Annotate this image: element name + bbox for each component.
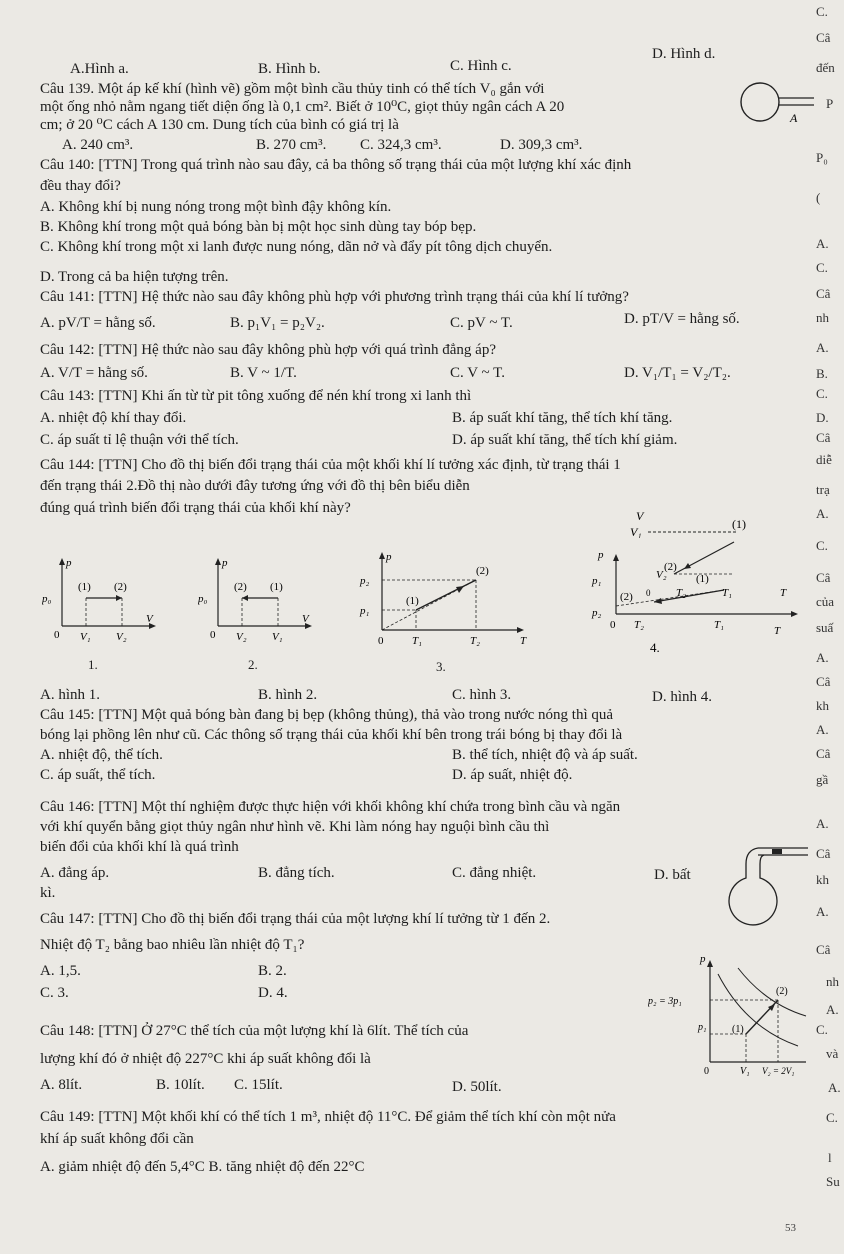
q144-reference-graph	[608, 508, 768, 538]
ref-v-axis: V	[636, 509, 644, 523]
q141-d: D. pT/V = hằng số.	[624, 311, 740, 327]
g3-state-1: (1)	[406, 595, 419, 607]
margin-24: kh	[816, 698, 829, 713]
q142-b: B. V ~ 1/T.	[230, 365, 297, 381]
margin-38: C.	[826, 1110, 838, 1125]
g4-p: p	[598, 549, 604, 561]
g4-t2b: T₂	[634, 619, 644, 631]
g3-t1: T₁	[412, 635, 422, 647]
q144-graph-1	[42, 556, 172, 650]
g2-state-2: (2)	[234, 581, 247, 593]
q144-b: B. hình 2.	[258, 687, 318, 703]
q142-line1: Câu 142: [TTN] Hệ thức nào sau đây không phù hợp với quá trình đẳng áp?	[40, 342, 496, 358]
q147-origin: 0	[704, 1066, 709, 1077]
g2-v2: V₂	[236, 631, 247, 643]
opt-a: A.Hình a.	[70, 61, 129, 77]
q147-p1: p₁	[698, 1022, 707, 1033]
g4-state-2b: (2)	[620, 591, 633, 603]
margin-1: Câ	[816, 30, 831, 45]
g1-state-1: (1)	[78, 581, 91, 593]
q141-line1: Câu 141: [TTN] Hệ thức nào sau đây không phù hợp với phương trình trạng thái của khí lí tưởng?	[40, 289, 629, 305]
g4-caption: 4.	[650, 640, 660, 655]
margin-12: C.	[816, 386, 828, 401]
q147-d: D. 4.	[258, 985, 288, 1001]
g1-v1: V₁	[80, 631, 91, 643]
q139-line2: một ống nhỏ nằm ngang tiết diện ống là 0,1 cm². Biết ở 10⁰C, giọt thủy ngân cách A 20	[40, 99, 565, 115]
q149-line2: khí áp suất không đổi cần	[40, 1131, 194, 1147]
q147-state-1: (1)	[732, 1024, 744, 1035]
margin-31: A.	[816, 904, 829, 919]
q145-b: B. thể tích, nhiệt độ và áp suất.	[452, 747, 638, 763]
manometer-figure	[738, 72, 814, 132]
g4-state-2a: (2)	[664, 561, 677, 573]
margin-15: diễ	[816, 452, 832, 467]
g4-p2: p₂	[592, 607, 602, 619]
margin-25: A.	[816, 722, 829, 737]
margin-32: Câ	[816, 942, 831, 957]
q144-graph-4	[584, 540, 816, 660]
opt-b: B. Hình b.	[258, 61, 321, 77]
margin-6: A.	[816, 236, 829, 251]
q139-line1: Câu 139. Một áp kế khí (hình vẽ) gồm một bình cầu thủy tinh có thể tích V₀ gắn với	[40, 81, 545, 97]
q144-graph-2	[198, 556, 328, 650]
g1-v2: V₂	[116, 631, 127, 643]
margin-39: l	[828, 1150, 832, 1165]
q141-c: C. pV ~ T.	[450, 315, 513, 331]
q146-line2: với khí quyển bằng giọt thủy ngân như hình vẽ. Khi làm nóng hay nguội bình cầu thì	[40, 819, 550, 835]
q140-b: B. Không khí trong một quả bóng bàn bị một học sinh dùng tay bóp bẹp.	[40, 219, 477, 235]
margin-40: Su	[826, 1174, 840, 1189]
margin-10: A.	[816, 340, 829, 355]
margin-23: Câ	[816, 674, 831, 689]
label-a: A	[790, 111, 798, 125]
margin-26: Câ	[816, 746, 831, 761]
q146-d: D. bất	[654, 867, 691, 883]
q140-d: D. Trong cả ba hiện tượng trên.	[40, 269, 229, 285]
page-number: 53	[785, 1222, 796, 1234]
q140-line1: Câu 140: [TTN] Trong quá trình nào sau đây, cả ba thông số trạng thái của một lượng khí xác định	[40, 157, 632, 173]
margin-4: P₀	[816, 150, 828, 165]
g3-caption: 3.	[436, 659, 446, 674]
g1-p: p	[66, 557, 72, 569]
margin-9: nh	[816, 310, 829, 325]
margin-3: P	[826, 96, 834, 111]
q147-state-2: (2)	[776, 986, 788, 997]
q140-line2: đều thay đổi?	[40, 178, 121, 194]
q143-c: C. áp suất tỉ lệ thuận với thể tích.	[40, 432, 239, 448]
g4-state-1: (1)	[696, 573, 709, 585]
g2-state-1: (1)	[270, 581, 283, 593]
g4-v2: V₂	[656, 569, 667, 581]
g3-p1: p₁	[360, 605, 370, 617]
margin-11: B.	[816, 366, 828, 381]
margin-8: Câ	[816, 286, 831, 301]
q143-line1: Câu 143: [TTN] Khi ấn từ từ pit tông xuống để nén khí trong xi lanh thì	[40, 388, 472, 404]
q148-line1: Câu 148: [TTN] Ở 27°C thể tích của một lượng khí là 6lít. Thể tích của	[40, 1023, 469, 1039]
q147-v1: V₁	[740, 1066, 750, 1077]
q143-b: B. áp suất khí tăng, thể tích khí tăng.	[452, 410, 673, 426]
q149-ab: A. giảm nhiệt độ đến 5,4°C B. tăng nhiệt độ đến 22°C	[40, 1159, 365, 1175]
g4-origin-b: 0	[610, 619, 616, 631]
q147-line2: Nhiệt độ T₂ bằng bao nhiêu lần nhiệt độ T₁?	[40, 937, 305, 953]
g3-t: T	[520, 635, 527, 647]
ref-state-1: (1)	[732, 517, 746, 531]
q148-c: C. 15lít.	[234, 1077, 283, 1093]
margin-33: nh	[826, 974, 839, 989]
g4-t2: T₂	[676, 587, 686, 599]
flask-figure	[728, 838, 812, 926]
margin-20: của	[816, 594, 835, 609]
g3-t2: T₂	[470, 635, 480, 647]
q139-d: D. 309,3 cm³.	[500, 137, 583, 153]
q144-line3: đúng quá trình biến đổi trạng thái của khối khí này?	[40, 500, 351, 516]
q147-p2: p₂ = 3p₁	[648, 996, 682, 1007]
g4-p1: p₁	[592, 575, 602, 587]
q145-a: A. nhiệt độ, thể tích.	[40, 747, 163, 763]
margin-14: Câ	[816, 430, 831, 445]
margin-17: A.	[816, 506, 829, 521]
q147-a: A. 1,5.	[40, 963, 81, 979]
g1-state-2: (2)	[114, 581, 127, 593]
q147-p: p	[700, 953, 706, 965]
g1-origin: 0	[54, 629, 60, 641]
g2-origin: 0	[210, 629, 216, 641]
q139-a: A. 240 cm³.	[62, 137, 134, 153]
margin-16: trạ	[816, 482, 830, 497]
q149-line1: Câu 149: [TTN] Một khối khí có thể tích 1 m³, nhiệt độ 11°C. Để giảm thể tích khí còn một nửa	[40, 1109, 616, 1125]
opt-c: C. Hình c.	[450, 58, 512, 74]
margin-13: D.	[816, 410, 829, 425]
g1-v: V	[146, 613, 153, 625]
q146-line3: biến đổi của khối khí là quá trình	[40, 839, 239, 855]
q148-b: B. 10lít.	[156, 1077, 205, 1093]
q145-line1: Câu 145: [TTN] Một quả bóng bàn đang bị bẹp (không thủng), thả vào trong nước nóng thì quả	[40, 707, 614, 723]
q141-a: A. pV/T = hằng số.	[40, 315, 156, 331]
q146-line1: Câu 146: [TTN] Một thí nghiệm được thực hiện với khối không khí chứa trong bình cầu và ngăn	[40, 799, 621, 815]
q144-d: D. hình 4.	[652, 689, 712, 705]
q147-c: C. 3.	[40, 985, 69, 1001]
g2-caption: 2.	[248, 657, 258, 672]
q147-b: B. 2.	[258, 963, 287, 979]
q146-line4: kì.	[40, 885, 56, 901]
q145-line2: bóng lại phồng lên như cũ. Các thông số trạng thái của khối khí bên trong trái bóng bị thay đổi là	[40, 727, 623, 743]
g2-v1: V₁	[272, 631, 283, 643]
q142-a: A. V/T = hằng số.	[40, 365, 148, 381]
margin-27: gầ	[816, 772, 829, 787]
opt-d: D. Hình d.	[652, 46, 716, 62]
q144-graph-3	[356, 548, 536, 648]
q143-d: D. áp suất khí tăng, thể tích khí giảm.	[452, 432, 678, 448]
g3-p: p	[386, 551, 392, 563]
q147-line1: Câu 147: [TTN] Cho đồ thị biến đổi trạng thái của một lượng khí lí tưởng từ 1 đến 2.	[40, 911, 551, 927]
q147-graph	[648, 950, 816, 1082]
q147-v2: V₂ = 2V₁	[762, 1066, 795, 1076]
g1-p0: p₀	[42, 593, 52, 605]
q148-d: D. 50lít.	[452, 1079, 502, 1095]
g3-origin: 0	[378, 635, 384, 647]
g3-p2: p₂	[360, 575, 370, 587]
margin-34: A.	[826, 1002, 839, 1017]
g2-v: V	[302, 613, 309, 625]
margin-30: kh	[816, 872, 829, 887]
q143-a: A. nhiệt độ khí thay đổi.	[40, 410, 187, 426]
margin-35: C.	[816, 1022, 828, 1037]
margin-36: và	[826, 1046, 839, 1061]
q148-line2: lượng khí đó ở nhiệt độ 227°C khi áp suất không đổi là	[40, 1051, 371, 1067]
q140-c: C. Không khí trong một xi lanh được nung nóng, dãn nở và đẩy pít tông dịch chuyển.	[40, 239, 553, 255]
g4-t1: T₁	[722, 587, 732, 599]
margin-7: C.	[816, 260, 828, 275]
q144-line2: đến trạng thái 2.Đồ thị nào dưới đây tương ứng với đồ thị bên biểu diễn	[40, 478, 470, 494]
g4-tb: T	[774, 625, 781, 637]
q142-d: D. V₁/T₁ = V₂/T₂.	[624, 365, 731, 381]
margin-37: A.	[828, 1080, 841, 1095]
margin-28: A.	[816, 816, 829, 831]
q145-d: D. áp suất, nhiệt độ.	[452, 767, 573, 783]
q141-b: B. p₁V₁ = p₂V₂.	[230, 315, 325, 331]
q142-c: C. V ~ T.	[450, 365, 505, 381]
g2-p: p	[222, 557, 228, 569]
q148-a: A. 8lít.	[40, 1077, 83, 1093]
q146-c: C. đẳng nhiệt.	[452, 865, 537, 881]
q139-c: C. 324,3 cm³.	[360, 137, 442, 153]
g4-t: T	[780, 587, 787, 599]
g4-t1b: T₁	[714, 619, 724, 631]
margin-18: C.	[816, 538, 828, 553]
q144-a: A. hình 1.	[40, 687, 100, 703]
g3-state-2: (2)	[476, 565, 489, 577]
g1-caption: 1.	[88, 657, 98, 672]
margin-22: A.	[816, 650, 829, 665]
margin-19: Câ	[816, 570, 831, 585]
ref-v1: V₁	[630, 525, 642, 538]
margin-2: đến	[816, 60, 835, 75]
q140-a: A. Không khí bị nung nóng trong một bình đậy không kín.	[40, 199, 392, 215]
q139-line3: cm; ở 20 ⁰C cách A 130 cm. Dung tích của bình có giá trị là	[40, 117, 399, 133]
q146-a: A. đẳng áp.	[40, 865, 110, 881]
q145-c: C. áp suất, thể tích.	[40, 767, 156, 783]
g2-p0: p₀	[198, 593, 208, 605]
margin-29: Câ	[816, 846, 831, 861]
q144-line1: Câu 144: [TTN] Cho đồ thị biến đổi trạng thái của một khối khí lí tưởng xác định, từ trạng thái 1	[40, 457, 621, 473]
q139-b: B. 270 cm³.	[256, 137, 327, 153]
q144-c: C. hình 3.	[452, 687, 512, 703]
q146-b: B. đẳng tích.	[258, 865, 335, 881]
margin-5: (	[816, 190, 821, 205]
margin-21: suấ	[816, 620, 834, 635]
margin-0: C.	[816, 4, 828, 19]
g4-origin: 0	[646, 588, 651, 598]
